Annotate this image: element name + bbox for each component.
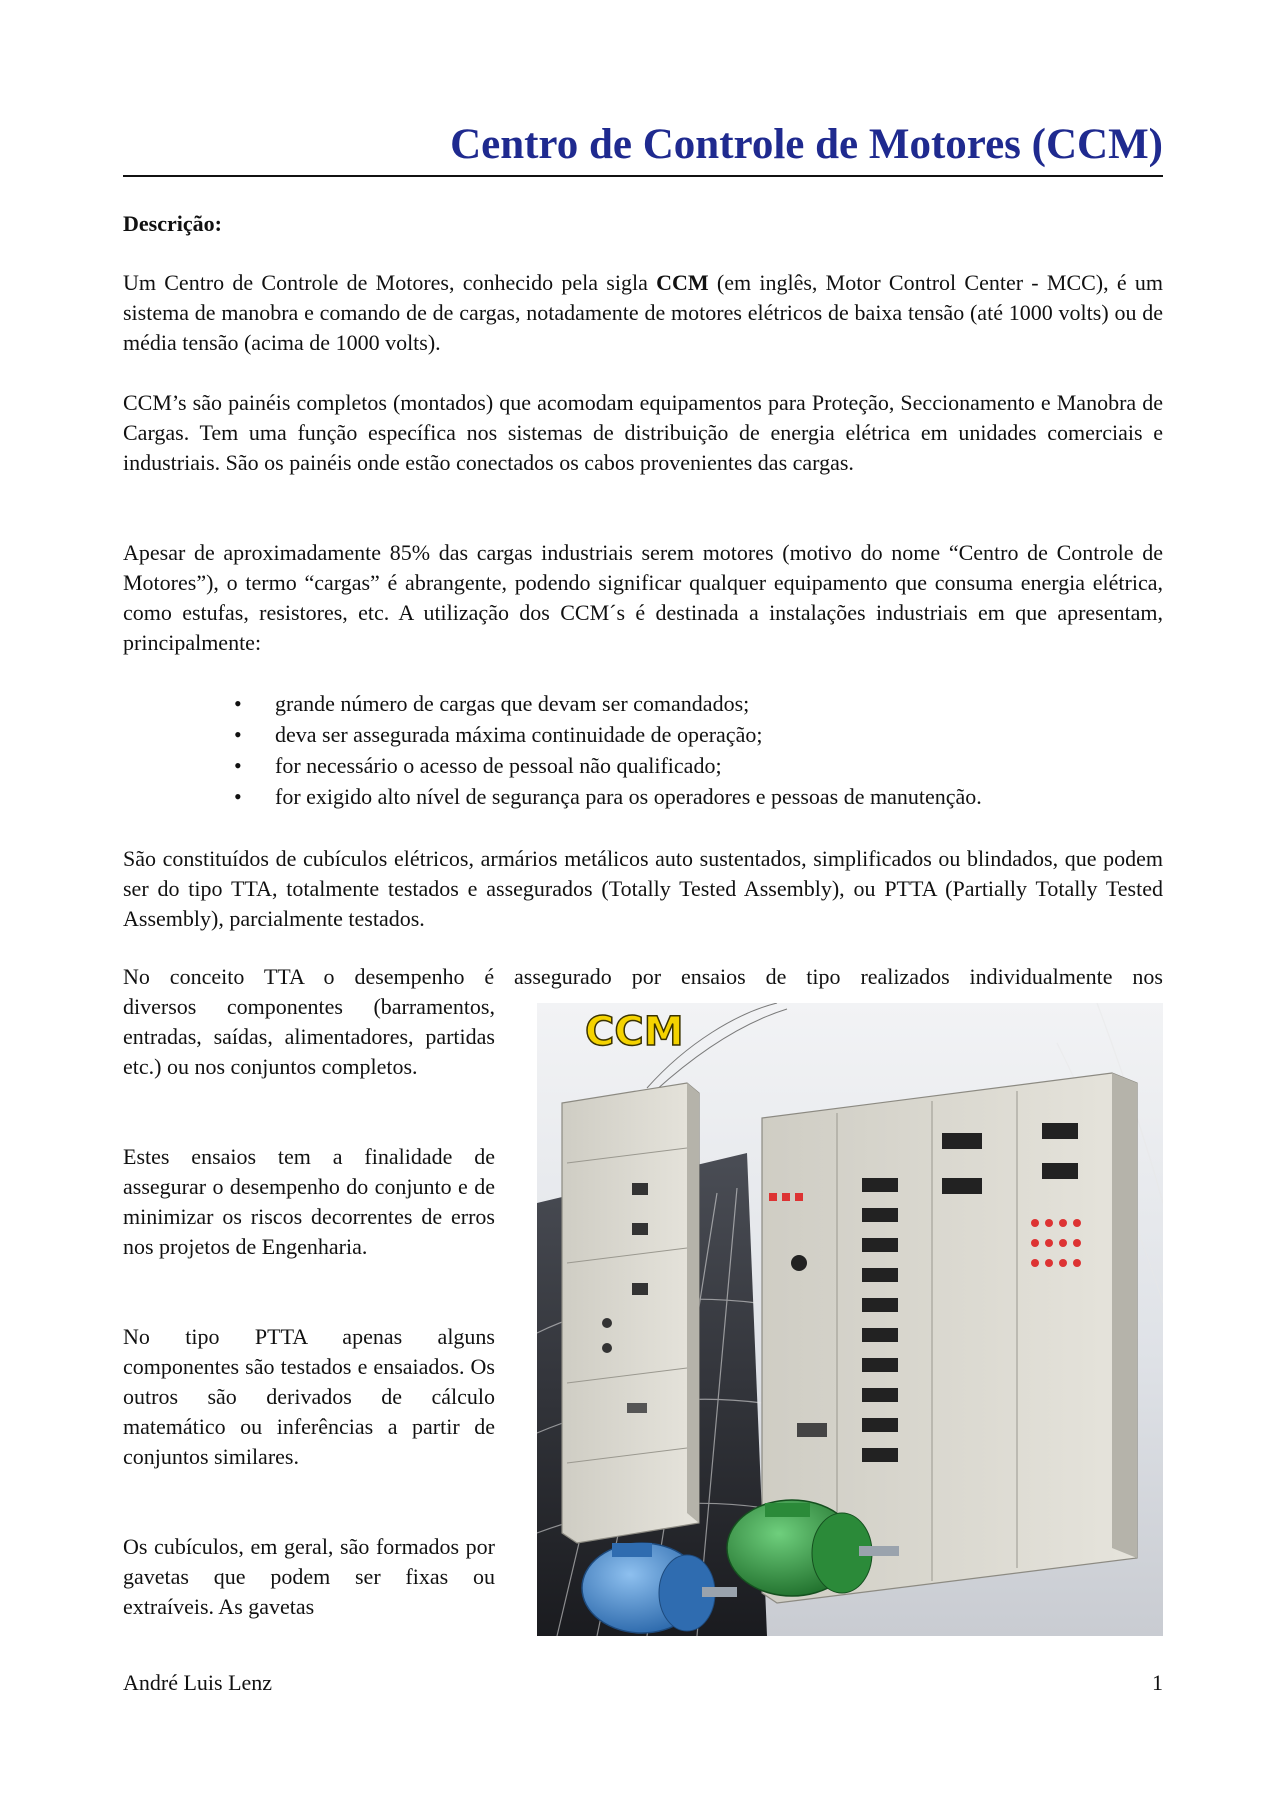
page-number: 1: [1152, 1670, 1163, 1695]
paragraph-tta-line1: No conceito TTA o desempenho é assegurado por ensaios de tipo realizados individualmente nos: [123, 964, 1163, 989]
list-item: • for exigido alto nível de segurança para os operadores e pessoas de manutenção.: [230, 781, 982, 812]
section-heading: Descrição:: [123, 211, 222, 236]
paragraph-cubicles: São constituídos de cubículos elétricos, armários metálicos auto sustentados, simplificados ou blindados, que podem ser do tipo TTA, totalmente testados e assegurados (Totally Tested Assembly), ou PTTA (Partially Totally Tested Assembly), parcialmente testados.: [123, 846, 1163, 931]
ccm-photo: [537, 1003, 1163, 1636]
intro-text-end: (em inglês, Motor Control Center - MCC), é um sistema de manobra e comando de de cargas, notadamente de motores elétricos de baixa tensão (até 1000 volts) ou de média tensão (acima de 1000 volts).: [123, 270, 1163, 355]
footer-author: André Luis Lenz: [123, 1670, 273, 1695]
paragraph-loads: Apesar de aproximadamente 85% das cargas industriais serem motores (motivo do nome “Centro de Controle de Motores”), o termo “cargas” é abrangente, podendo significar qualquer equipamento que consuma energia elétrica, como estufas, resistores, etc. A utilização dos CCM´s é destinada a instalações industriais em que apresentam, principalmente:: [123, 540, 1163, 655]
list-item: • deva ser assegurada máxima continuidade de operação;: [230, 719, 982, 750]
acronym-ccm: CCM: [656, 270, 709, 295]
paragraph-tests-purpose: Estes ensaios tem a finalidade de assegurar o desempenho do conjunto e de minimizar os riscos decorrentes de erros nos projetos de Engenharia.: [123, 1144, 495, 1259]
list-item: • grande número de cargas que devam ser comandados;: [230, 688, 982, 719]
paragraph-ccm-definition: CCM’s são painéis completos (montados) que acomodam equipamentos para Proteção, Seccionamento e Manobra de Cargas. Tem uma função específica nos sistemas de distribuição de energia elétrica em unidades comerciais e industriais. São os painéis onde estão conectados os cabos provenientes das cargas.: [123, 390, 1163, 475]
page-title: Centro de Controle de Motores (CCM): [450, 121, 1163, 168]
paragraph-intro: [123, 268, 1163, 358]
paragraph-drawers: Os cubículos, em geral, são formados por gavetas que podem ser fixas ou extraíveis. As gavetas: [123, 1534, 495, 1619]
paragraph-tta-rest: diversos componentes (barramentos, entradas, saídas, alimentadores, partidas etc.) ou nos conjuntos completos.: [123, 994, 495, 1079]
ccm-logo: CCM: [585, 1009, 684, 1055]
list-item: • for necessário o acesso de pessoal não qualificado;: [230, 750, 982, 781]
title-underline: [123, 175, 1163, 177]
small-cabinet: [562, 1083, 699, 1543]
paragraph-ptta: No tipo PTTA apenas alguns componentes são testados e ensaiados. Os outros são derivados de cálculo matemático ou inferências a partir de conjuntos similares.: [123, 1324, 495, 1469]
requirements-list: [230, 688, 982, 812]
intro-text-start: Um Centro de Controle de Motores, conhecido pela sigla: [123, 270, 657, 295]
